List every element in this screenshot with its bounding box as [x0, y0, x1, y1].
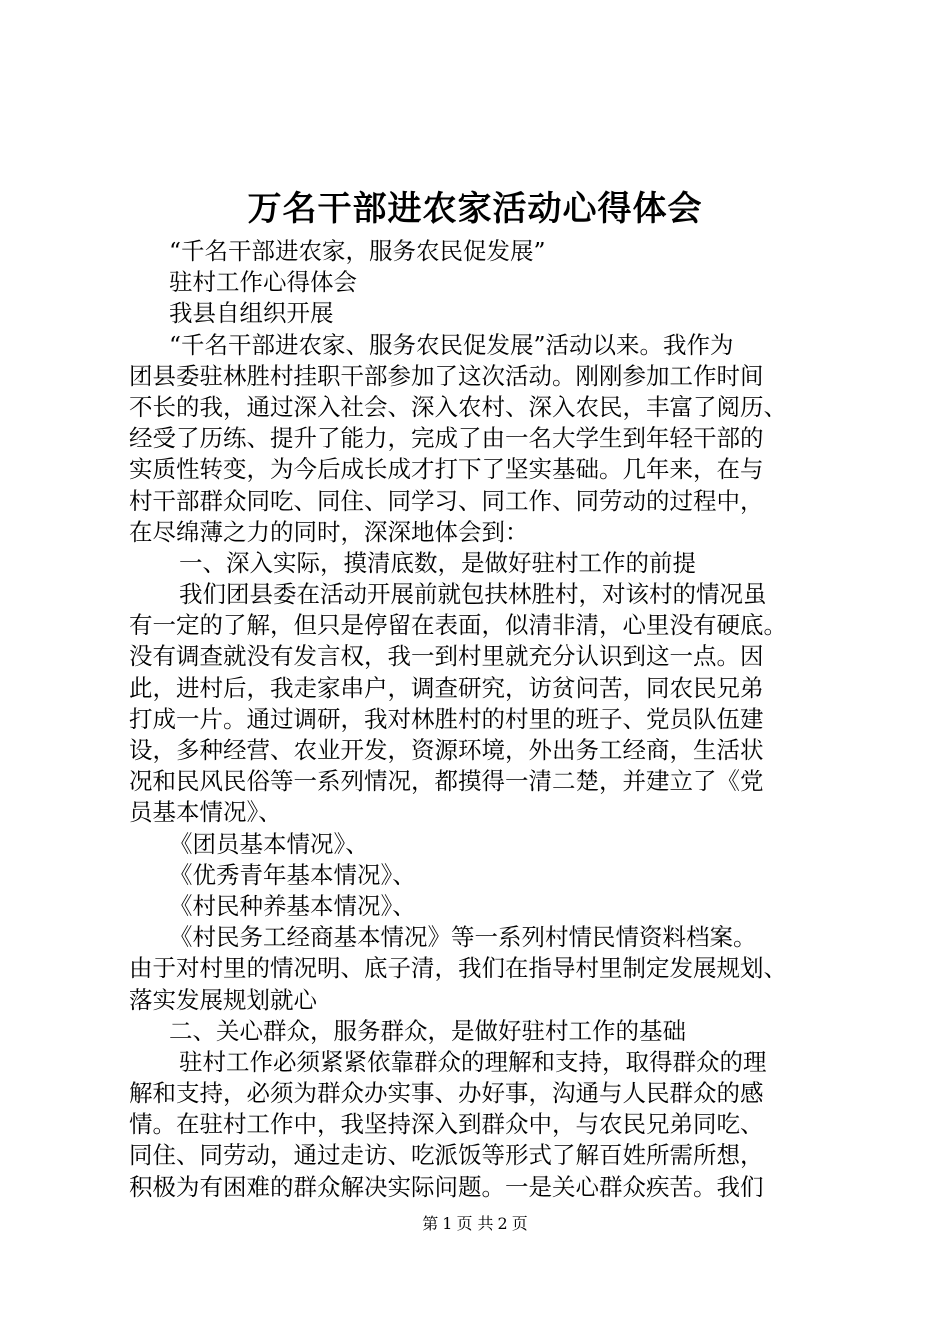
body-line: 实质性转变，为今后成长成才打下了坚实基础。几年来，在与 [129, 455, 764, 484]
page-footer [0, 1213, 950, 1235]
document-title: 万名干部进农家活动心得体会 [247, 189, 703, 229]
body-line: 经受了历练、提升了能力，完成了由一名大学生到年轻干部的 [129, 424, 764, 453]
body-line: 《团员基本情况》、 [169, 829, 369, 858]
footer-page-total: 2 [497, 1214, 508, 1233]
body-line: 我县自组织开展 [169, 299, 334, 328]
body-line: 在尽绵薄之力的同时，深深地体会到： [129, 517, 529, 546]
body-line: 有一定的了解，但只是停留在表面，似清非清，心里没有硬底。 [129, 611, 787, 640]
body-line: 由于对村里的情况明、底子清，我们在指导村里制定发展规划、 [129, 954, 787, 983]
footer-page-suffix: 页 [511, 1214, 528, 1233]
body-line: 不长的我，通过深入社会、深入农村、深入农民，丰富了阅历、 [129, 392, 787, 421]
body-line: 二、关心群众，服务群众，是做好驻村工作的基础 [169, 1016, 686, 1045]
body-line: 解和支持，必须为群众办实事、办好事，沟通与人民群众的感 [129, 1079, 764, 1108]
body-line: 村干部群众同吃、同住、同学习、同工作、同劳动的过程中， [129, 486, 764, 515]
body-line: 我们团县委在活动开展前就包扶林胜村，对该村的情况虽 [179, 580, 767, 609]
body-line: 情。在驻村工作中，我坚持深入到群众中，与农民兄弟同吃、 [129, 1110, 764, 1139]
body-line: 《村民务工经商基本情况》等一系列村情民情资料档案。 [169, 923, 757, 952]
body-line: 一、深入实际，摸清底数，是做好驻村工作的前提 [179, 548, 696, 577]
footer-page-current: 1 [442, 1214, 453, 1233]
footer-page-prefix: 第 [422, 1214, 439, 1233]
body-line: 驻村工作必须紧紧依靠群众的理解和支持，取得群众的理 [179, 1047, 767, 1076]
body-line: 没有调查就没有发言权，我一到村里就充分认识到这一点。因 [129, 642, 764, 671]
body-line: “千名干部进农家、服务农民促发展”活动以来。我作为 [169, 330, 734, 359]
body-line: 团县委驻林胜村挂职干部参加了这次活动。刚刚参加工作时间 [129, 361, 764, 390]
document-body [129, 236, 841, 1203]
body-line: 同住、同劳动，通过走访、吃派饭等形式了解百姓所需所想， [129, 1141, 764, 1170]
body-line: 设，多种经营、农业开发，资源环境，外出务工经商，生活状 [129, 736, 764, 764]
body-line: 此，进村后，我走家串户，调查研究，访贫问苦，同农民兄弟 [129, 673, 764, 702]
body-line: 《村民种养基本情况》、 [169, 891, 416, 920]
body-line: 况和民风民俗等一系列情况，都摸得一清二楚，并建立了《党 [129, 767, 764, 796]
body-line: 打成一片。通过调研，我对林胜村的村里的班子、党员队伍建 [129, 704, 764, 733]
body-line: 积极为有困难的群众解决实际问题。一是关心群众疾苦。我们 [129, 1172, 764, 1201]
body-line: “千名干部进农家，服务农民促发展” [169, 237, 546, 265]
body-line: 驻村工作心得体会 [169, 268, 357, 297]
body-line: 落实发展规划就心 [129, 985, 317, 1014]
footer-page-mid: 页 共 [456, 1214, 494, 1233]
body-line: 《优秀青年基本情况》、 [169, 860, 416, 889]
body-line: 员基本情况》、 [129, 798, 282, 827]
